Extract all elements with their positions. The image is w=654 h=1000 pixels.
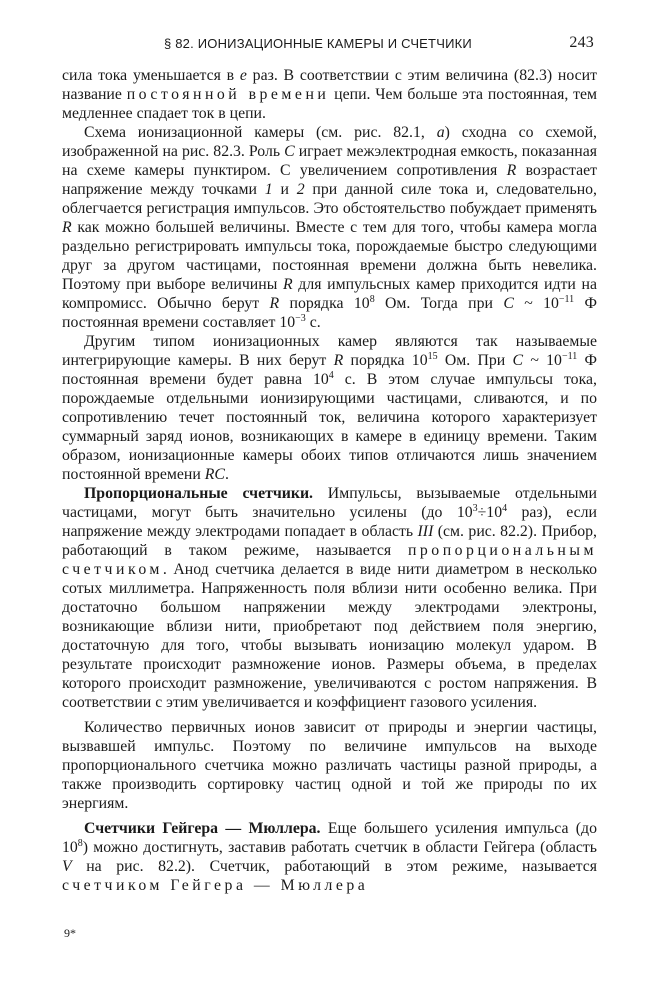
- text-run: как можно большей величины. Вместе с тем для того, чтобы камера могла раздельно регистрировать импульсы тока, порождаемые быстро следующими друг за другом частицами, постоянная времени должна быть невелика. Поэтому при выборе величины: [62, 219, 597, 293]
- superscript: 4: [328, 370, 334, 381]
- text-run: R: [333, 352, 344, 369]
- text-run: Ф постоянная времени составляет 10: [62, 295, 597, 331]
- text-run: Ом. При: [437, 352, 513, 369]
- text-run: раз), если напряжение между электродами попадает в область: [62, 504, 597, 540]
- paragraph: [62, 332, 597, 484]
- paragraph: [62, 819, 597, 895]
- spaced-term: постоянной времени: [126, 86, 330, 103]
- text-run: раз. В соответствии с этим величина (82.3) носит название: [62, 67, 597, 103]
- superscript: −11: [561, 351, 578, 362]
- text-run: Ф постоянная времени будет равна 10: [62, 352, 597, 388]
- section-run-in-heading: Счетчики Гейгера — Мюллера.: [84, 820, 321, 837]
- text-run: цепи. Чем больше эта постоянная, тем медленнее спадает ток в цепи.: [62, 86, 597, 122]
- text-run: C: [284, 143, 295, 160]
- text-run: Схема ионизационной камеры (см. рис. 82.1,: [84, 124, 437, 141]
- spaced-term: счетчиком Гейгера — Мюллера: [62, 877, 369, 894]
- text-run: e: [239, 67, 247, 84]
- section-run-in-heading: Пропорциональные счетчики.: [84, 485, 313, 502]
- text-run: ÷10: [477, 504, 503, 521]
- text-run: C: [503, 295, 514, 312]
- text-run: с.: [305, 314, 321, 331]
- page-number: 243: [569, 34, 594, 51]
- text-run: и: [272, 181, 297, 198]
- text-run: порядка 10: [279, 295, 370, 312]
- text-run: .: [224, 466, 229, 483]
- text-run: R: [506, 162, 517, 179]
- text-run: C: [512, 352, 524, 369]
- text-run: 1: [264, 181, 273, 198]
- text-run: для импульсных камер приходится идти на компромисс. Обычно берут: [62, 276, 597, 312]
- text-run: . Анод счетчика делается в виде нити диаметром в несколько сотых миллиметра. Напряженность поля вблизи нити особенно велика. При достаточно большом напряжении между электродами электроны, возникающие вблизи нити, приобретают под действием поля энергию, достаточную для того, чтобы вызывать ионизацию молекул ударом. В результате происходит размножение ионов. Размеры объема, в пределах которого происходит размножение, увеличиваются с ростом напряжения. В соответствии с этим увеличивается и коэффициент газового усиления.: [62, 561, 597, 711]
- spaced-term: пропорциональным счетчиком: [62, 542, 597, 578]
- text-run: RC: [204, 466, 225, 483]
- paragraph: [62, 484, 597, 712]
- text-run: 2: [296, 181, 305, 198]
- paragraph: [62, 718, 597, 813]
- text-run: ~ 10: [523, 352, 562, 369]
- superscript: 3: [472, 503, 478, 514]
- body-text: [62, 66, 597, 895]
- paragraph: [62, 123, 597, 332]
- superscript: 15: [427, 351, 438, 362]
- header-title: § 82. ИОНИЗАЦИОННЫЕ КАМЕРЫ И СЧЕТЧИКИ: [164, 36, 472, 51]
- text-run: R: [269, 295, 280, 312]
- text-run: с. В этом случае импульсы тока, порождаемые отдельными ионизирующими частицами, сливаются, и по сопротивлению течет постоянный ток, величина которого характеризует суммарный заряд ионов, возникающих в камере в единицу времени. Таким образом, ионизационные камеры обоих типов отличаются лишь значением постоянной времени: [62, 371, 597, 483]
- text-run: Ом. Тогда при: [374, 295, 504, 312]
- text-run: а: [436, 124, 445, 141]
- superscript: 8: [77, 838, 83, 849]
- superscript: 8: [369, 294, 375, 305]
- superscript: 4: [502, 503, 508, 514]
- text-run: Еще большего усиления импульса (до 10: [62, 820, 597, 856]
- superscript: −11: [558, 294, 575, 305]
- text-run: порядка 10: [343, 352, 428, 369]
- superscript: −3: [295, 313, 306, 324]
- text-run: (см. рис. 82.2). Прибор, работающий в таком режиме, называется: [62, 523, 597, 559]
- text-run: R: [282, 276, 293, 293]
- text-run: Количество первичных ионов зависит от природы и энергии частицы, вызвавшей импульс. Поэтому по величине импульсов на выходе пропорционального счетчика можно различать частицы разной природы, а также производить сортировку частиц одной и той же природы по их энергиям.: [62, 719, 597, 812]
- paragraph: [62, 66, 597, 123]
- text-run: ) можно достигнуть, заставив работать счетчик в области Гейгера (область: [82, 839, 597, 856]
- text-run: возрастает напряжение между точками: [62, 162, 598, 198]
- signature-mark: 9*: [64, 926, 76, 940]
- text-run: при данной силе тока и, следовательно, облегчается регистрация импульсов. Это обстоятельство побуждает применять: [62, 181, 597, 217]
- text-run: на рис. 82.2). Счетчик, работающий в этом режиме, называется: [71, 858, 597, 875]
- text-run: V: [62, 858, 72, 875]
- text-run: Другим типом ионизационных камер являются так называемые интегрирующие камеры. В них берут: [62, 333, 597, 369]
- text-run: играет межэлектродная емкость, показанная на схеме камеры пунктиром. С увеличением сопротивления: [62, 143, 598, 179]
- text-run: сила тока уменьшается в: [62, 67, 240, 84]
- text-run: ~ 10: [513, 295, 559, 312]
- text-run: III: [417, 523, 434, 540]
- text-run: Импульсы, вызываемые отдельными частицами, могут быть значительно усилены (до 10: [62, 485, 597, 521]
- text-run: ) сходна со схемой, изображенной на рис. 82.3. Роль: [62, 124, 597, 160]
- text-run: R: [62, 219, 72, 236]
